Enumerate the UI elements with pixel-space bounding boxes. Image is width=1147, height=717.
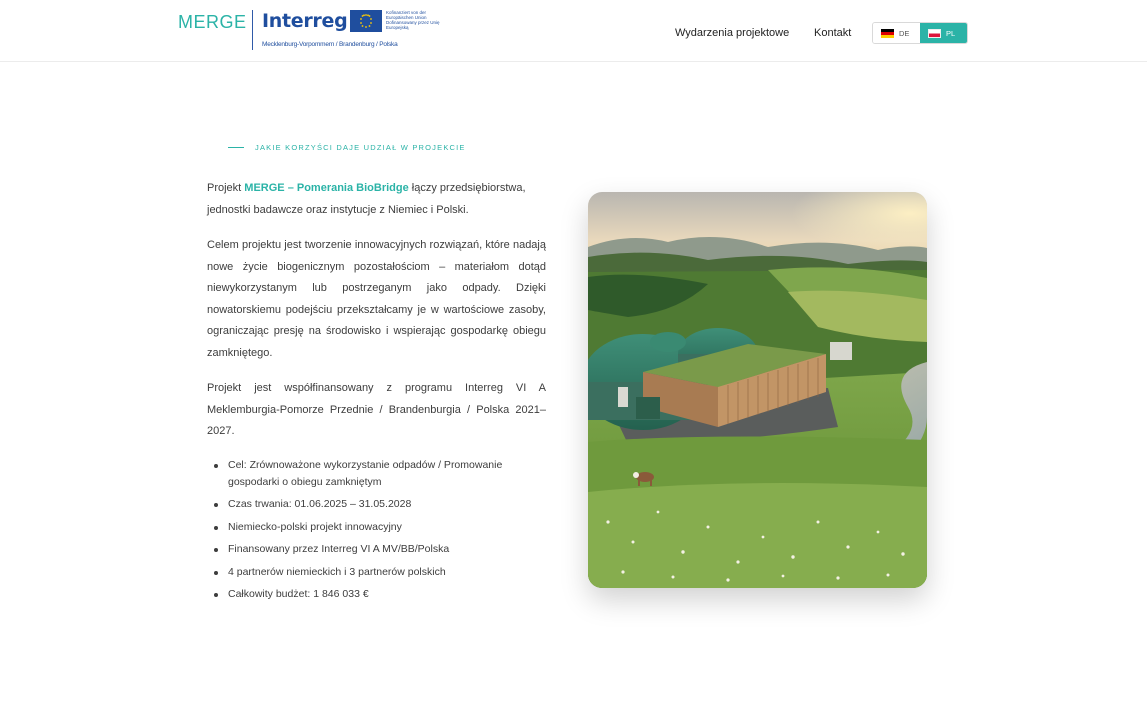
- nav-contact[interactable]: Kontakt: [814, 27, 852, 39]
- list-item: Niemiecko-polski projekt innowacyjny: [207, 519, 546, 536]
- facts-list: [207, 457, 546, 604]
- intro-paragraph: [207, 178, 546, 221]
- eyebrow-text: JAKIE KORZYŚCI DAJE UDZIAŁ W PROJEKCIE: [255, 143, 466, 152]
- eu-flag-icon: [350, 10, 382, 32]
- eyebrow-line: [228, 147, 244, 148]
- eu-cofinance-text: Kofinanziert von der Europäischen Union Dofinansowany przez Unię Europejską: [386, 10, 440, 30]
- region-text: Mecklenburg-Vorpommern / Brandenburg / Polska: [262, 41, 398, 48]
- lang-de-label: DE: [899, 28, 910, 38]
- lang-pl-button[interactable]: [920, 23, 967, 43]
- list-item: Cel: Zrównoważone wykorzystanie odpadów / Promowanie gospodarki o obiegu zamkniętym: [207, 457, 546, 491]
- site-header: [0, 0, 1147, 62]
- project-name: MERGE – Pomerania BioBridge: [244, 182, 409, 194]
- section-eyebrow: [228, 143, 466, 152]
- site-logo[interactable]: [178, 8, 438, 54]
- list-item: Czas trwania: 01.06.2025 – 31.05.2028: [207, 496, 546, 513]
- lang-de-button[interactable]: [873, 23, 920, 43]
- funding-paragraph: Projekt jest współfinansowany z programu Interreg VI A Meklemburgia-Pomorze Przednie / Brandenburgia / Polska 2021–2027.: [207, 382, 546, 437]
- interreg-logo-text: Interreg: [262, 10, 348, 32]
- list-item: 4 partnerów niemieckich i 3 partnerów polskich: [207, 564, 546, 581]
- german-flag-icon: [881, 29, 894, 38]
- intro-after: łączy przedsiębiorstwa, jednostki badawcze oraz instytucje z Niemiec i Polski.: [207, 182, 526, 216]
- lang-pl-label: PL: [946, 28, 956, 38]
- section-text: [207, 178, 546, 609]
- merge-logo-text: MERGE: [178, 12, 247, 32]
- logo-divider: [252, 10, 253, 50]
- list-item: Finansowany przez Interreg VI A MV/BB/Polska: [207, 541, 546, 558]
- language-switcher: [872, 22, 968, 44]
- biogas-plant-photo: [588, 192, 927, 588]
- list-item: Całkowity budżet: 1 846 033 €: [207, 586, 546, 603]
- nav-project-events[interactable]: Wydarzenia projektowe: [675, 27, 790, 39]
- intro-before: Projekt: [207, 182, 245, 194]
- polish-flag-icon: [928, 29, 941, 38]
- goal-paragraph: Celem projektu jest tworzenie innowacyjnych rozwiązań, które nadają nowe życie biogenicznym pozostałościom – materiałom dotąd niewykorzystanym lub postrzeganym jako odpady. Dzięki nowatorskiemu podejściu przekształcamy je w wartościowe zasoby, ograniczając presję na środowisko i wspierając gospodarkę obiegu zamkniętego.: [207, 239, 546, 359]
